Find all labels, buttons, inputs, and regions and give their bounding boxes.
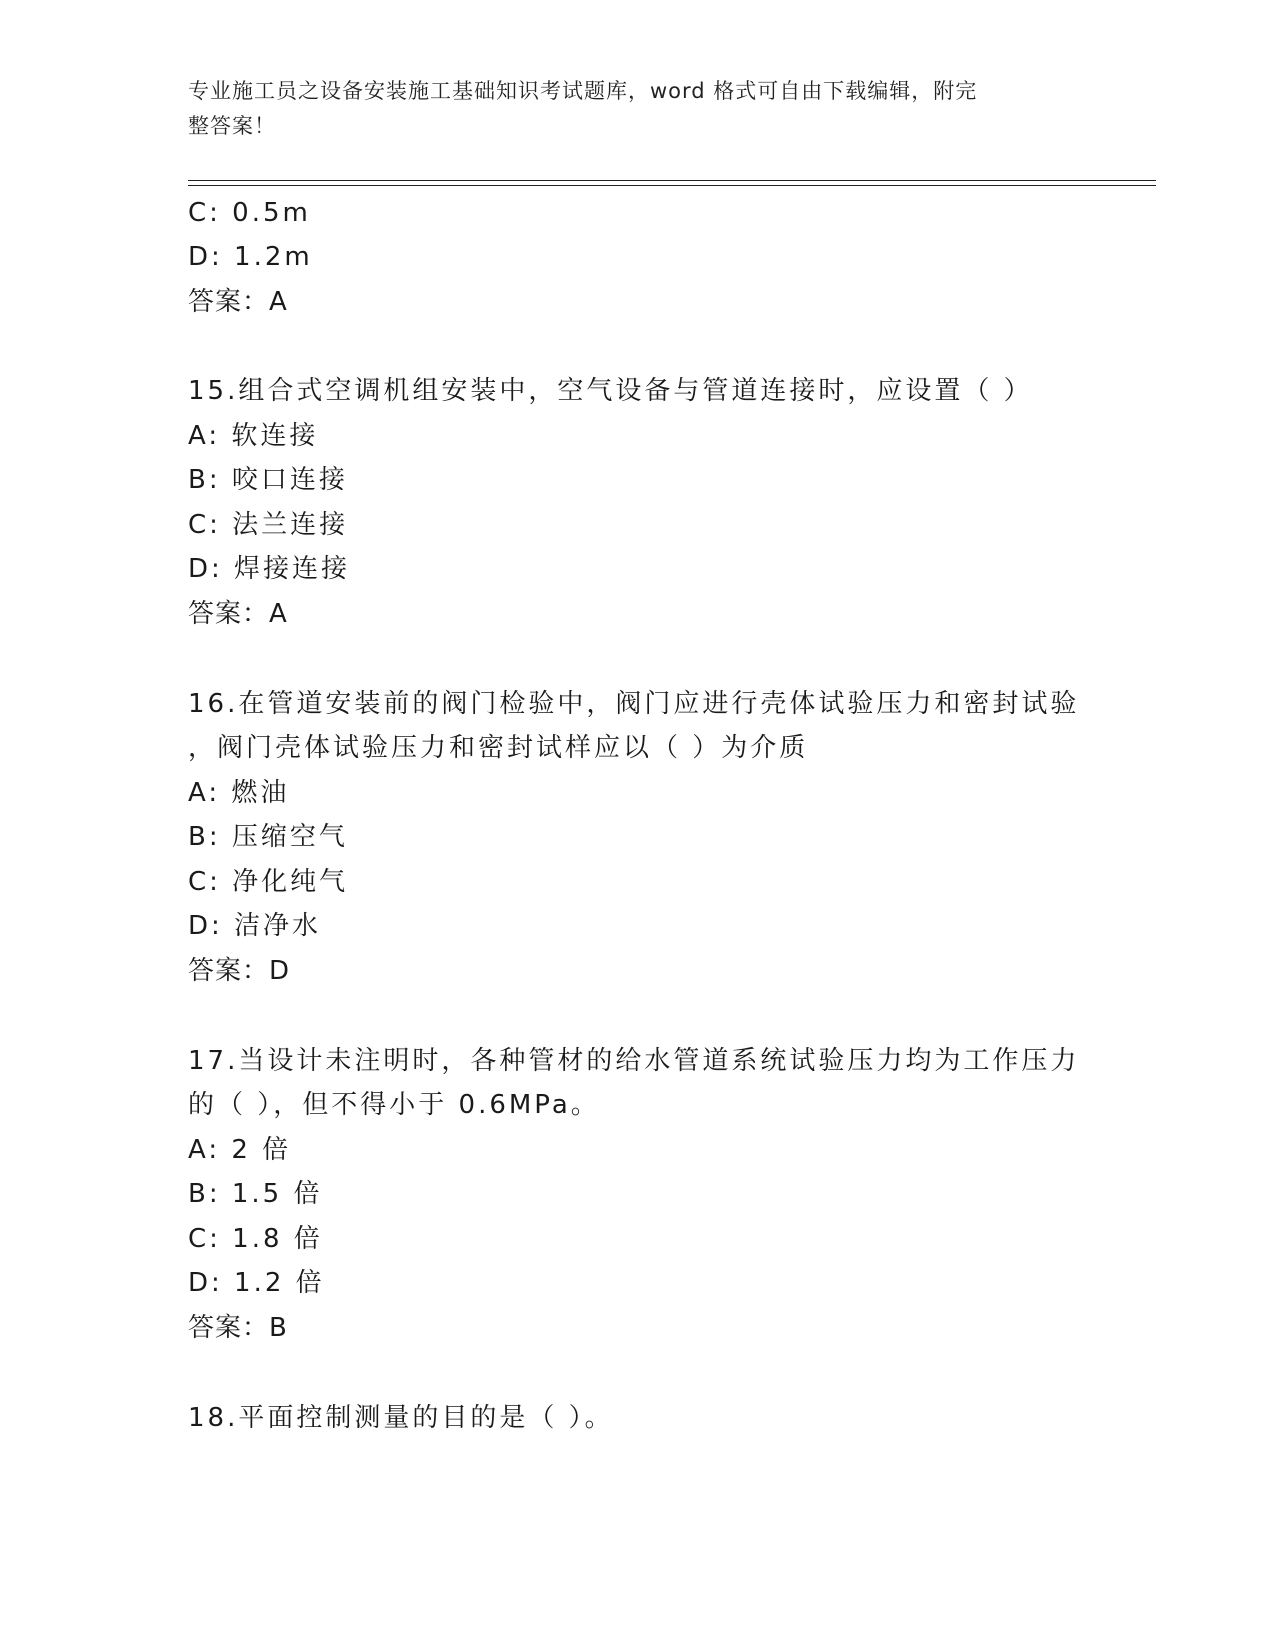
option-c: C: 1.8 倍 (188, 1224, 323, 1254)
question-stem-continued: ，阀门壳体试验压力和密封试样应以（ ）为介质 (188, 733, 809, 763)
option-a: A: 燃油 (188, 778, 290, 808)
option-b: B: 1.5 倍 (188, 1179, 323, 1209)
option-d: D: 洁净水 (188, 911, 322, 941)
header-divider-secondary (188, 185, 1156, 186)
question-stem-continued: 的（ ），但不得小于 0.6MPa。 (188, 1090, 600, 1120)
option-c: C: 净化纯气 (188, 867, 349, 897)
header-line-2: 整答案！ (188, 114, 276, 138)
option-c: C: 0.5m (188, 198, 311, 228)
question-stem: 16.在管道安装前的阀门检验中，阀门应进行壳体试验压力和密封试验 (188, 689, 1080, 719)
header-line-1: 专业施工员之设备安装施工基础知识考试题库，word 格式可自由下载编辑，附完 (188, 79, 978, 103)
document-header (188, 74, 1088, 144)
answer: 答案：B (188, 1313, 288, 1343)
option-b: B: 咬口连接 (188, 465, 348, 495)
option-a: A: 软连接 (188, 421, 319, 451)
option-d: D: 1.2m (188, 242, 313, 272)
answer: 答案：D (188, 956, 291, 986)
option-d: D: 1.2 倍 (188, 1268, 325, 1298)
option-b: B: 压缩空气 (188, 822, 348, 852)
question-stem: 17.当设计未注明时，各种管材的给水管道系统试验压力均为工作压力 (188, 1046, 1080, 1076)
answer: 答案：A (188, 599, 288, 629)
header-divider (188, 180, 1156, 181)
option-a: A: 2 倍 (188, 1135, 292, 1165)
answer: 答案：A (188, 287, 288, 317)
option-c: C: 法兰连接 (188, 510, 349, 540)
question-stem: 18.平面控制测量的目的是（ ）。 (188, 1403, 614, 1433)
question-stem: 15.组合式空调机组安装中，空气设备与管道连接时，应设置（ ） (188, 376, 1033, 406)
option-d: D: 焊接连接 (188, 554, 351, 584)
